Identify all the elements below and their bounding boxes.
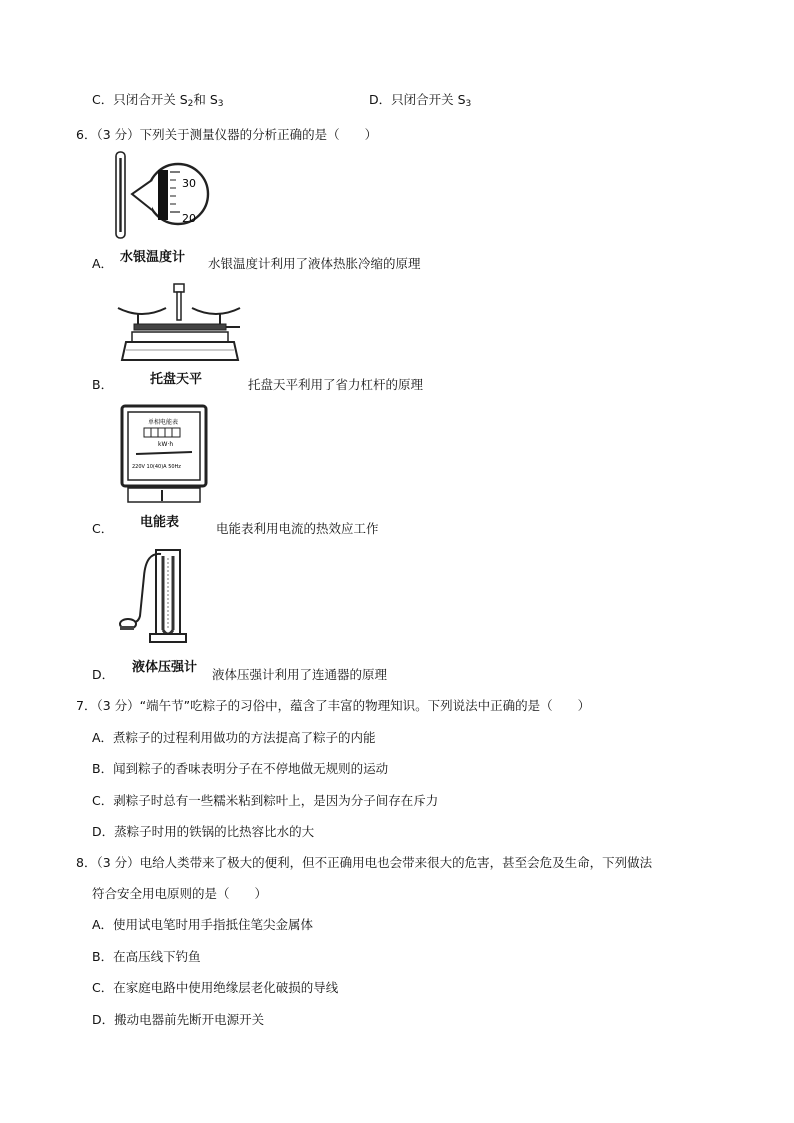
q6-option-d-text: 液体压强计利用了连通器的原理 (212, 667, 388, 682)
meter-title: 单相电能表 (148, 419, 179, 426)
q7-option-d: D．蒸粽子时用的铁锅的比热容比水的大 (92, 824, 315, 839)
mercury-thermometer-image (112, 150, 210, 242)
q7-stem: 7．（3 分）“端午节”吃粽子的习俗中，蕴含了丰富的物理知识。下列说法中正确的是（ ） (76, 698, 591, 713)
q7-option-b: B．闻到粽子的香味表明分子在不停地做无规则的运动 (92, 761, 389, 776)
q8-option-a: A．使用试电笔时用手指抵住笔尖金属体 (92, 917, 314, 932)
q8-stem-line1: 8．（3 分）电给人类带来了极大的便利，但不正确用电也会带来很大的危害，甚至会危及生命，下列做法 (76, 855, 653, 870)
scale-label-top: 30 (182, 177, 196, 190)
q6-option-a-text: 水银温度计利用了液体热胀冷缩的原理 (208, 256, 421, 271)
q6-option-d-letter: D． (92, 667, 115, 682)
electric-meter-image (120, 404, 208, 506)
meter-caption: 电能表 (140, 515, 180, 530)
thermometer-caption: 水银温度计 (120, 250, 186, 265)
balance-caption: 托盘天平 (150, 372, 203, 387)
q7-option-a: A．煮粽子的过程利用做功的方法提高了粽子的内能 (92, 730, 376, 745)
q8-option-c: C．在家庭电路中使用绝缘层老化破损的导线 (92, 980, 339, 995)
meter-spec: 220V 10(40)A 50Hz (132, 464, 181, 470)
q5-option-d: D．只闭合开关 $S_3$ (369, 92, 472, 109)
q8-option-b: B．在高压线下钓鱼 (92, 949, 201, 964)
liquid-pressure-gauge-image (116, 546, 188, 646)
q6-stem: 6．（3 分）下列关于测量仪器的分析正确的是（ ） (76, 127, 378, 142)
q5-option-c: C．只闭合开关 $S_2$和 $S_3$ (92, 92, 224, 109)
q6-option-c-letter: C． (92, 521, 114, 536)
manometer-caption: 液体压强计 (132, 660, 198, 675)
q6-option-a-letter: A． (92, 256, 114, 271)
q6-option-b-text: 托盘天平利用了省力杠杆的原理 (248, 377, 424, 392)
q7-option-c: C．剥粽子时总有一些糯米粘到粽叶上，是因为分子间存在斥力 (92, 793, 439, 808)
meter-unit: kW·h (158, 441, 174, 448)
q8-option-d: D．搬动电器前先断开电源开关 (92, 1012, 265, 1027)
balance-scale-image (114, 280, 246, 364)
q8-stem-line2: 符合安全用电原则的是（ ） (92, 886, 268, 901)
scale-label-bottom: 20 (182, 212, 196, 225)
q6-option-c-text: 电能表利用电流的热效应工作 (216, 521, 379, 536)
q6-option-b-letter: B． (92, 377, 114, 392)
